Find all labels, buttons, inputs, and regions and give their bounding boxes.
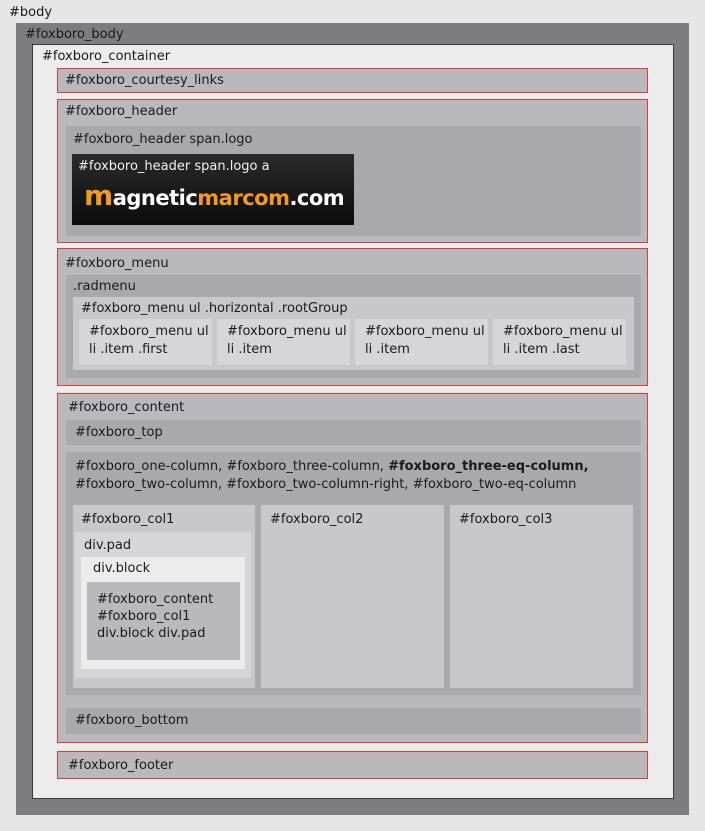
bottom-box (66, 708, 641, 734)
col2-box (261, 505, 444, 688)
columns-line2: #foxboro_two-column, #foxboro_two-column-right, #foxboro_two-eq-column (75, 477, 577, 492)
menu-item-2[interactable] (217, 319, 350, 365)
col3-label: #foxboro_col3 (459, 512, 553, 527)
radmenu-label: .radmenu (73, 279, 136, 294)
menu-item-3-line2: li .item (365, 342, 410, 357)
span-logo-label: #foxboro_header span.logo (73, 132, 253, 147)
body-label: #body (9, 5, 53, 20)
inner-pad-line3: div.block div.pad (97, 626, 206, 641)
bottom-label: #foxboro_bottom (75, 713, 189, 728)
menu-item-first[interactable] (79, 319, 212, 365)
courtesy-links-box (57, 68, 648, 93)
inner-pad-line1: #foxboro_content (97, 592, 214, 607)
foxboro-container-label: #foxboro_container (42, 49, 171, 64)
menu-item-first-line2: li .item .first (89, 342, 168, 357)
div-block-label: div.block (93, 561, 151, 576)
columns-line1: #foxboro_one-column, #foxboro_three-column, #foxboro_three-eq-column, (75, 459, 589, 474)
content-label: #foxboro_content (68, 400, 185, 415)
menu-item-2-line2: li .item (227, 342, 272, 357)
foxboro-body-label: #foxboro_body (25, 27, 124, 42)
root-group-label: #foxboro_menu ul .horizontal .rootGroup (81, 301, 348, 316)
col2-label: #foxboro_col2 (270, 512, 364, 527)
menu-item-3[interactable] (355, 319, 488, 365)
menu-item-last-line2: li .item .last (503, 342, 580, 357)
inner-pad-box (87, 582, 240, 660)
col3-box (450, 505, 633, 688)
menu-label: #foxboro_menu (65, 256, 169, 271)
header-label: #foxboro_header (65, 104, 178, 119)
footer-label: #foxboro_footer (68, 758, 174, 773)
magneticmarcom-logo: magneticmarcom.com (84, 179, 345, 212)
footer-box (57, 751, 648, 779)
courtesy-links-label: #foxboro_courtesy_links (65, 73, 224, 88)
menu-item-2-line1: #foxboro_menu ul (227, 324, 347, 339)
menu-item-last-line1: #foxboro_menu ul (503, 324, 623, 339)
top-label: #foxboro_top (75, 425, 163, 440)
inner-pad-line2: #foxboro_col1 (97, 609, 191, 624)
top-box (66, 420, 641, 445)
logo-link-label: #foxboro_header span.logo a (78, 159, 270, 174)
col1-label: #foxboro_col1 (81, 512, 175, 527)
menu-item-last[interactable] (493, 319, 626, 365)
menu-item-first-line1: #foxboro_menu ul (89, 324, 209, 339)
menu-item-3-line1: #foxboro_menu ul (365, 324, 485, 339)
div-pad-label: div.pad (84, 538, 132, 553)
logo-link-box[interactable] (72, 154, 354, 225)
